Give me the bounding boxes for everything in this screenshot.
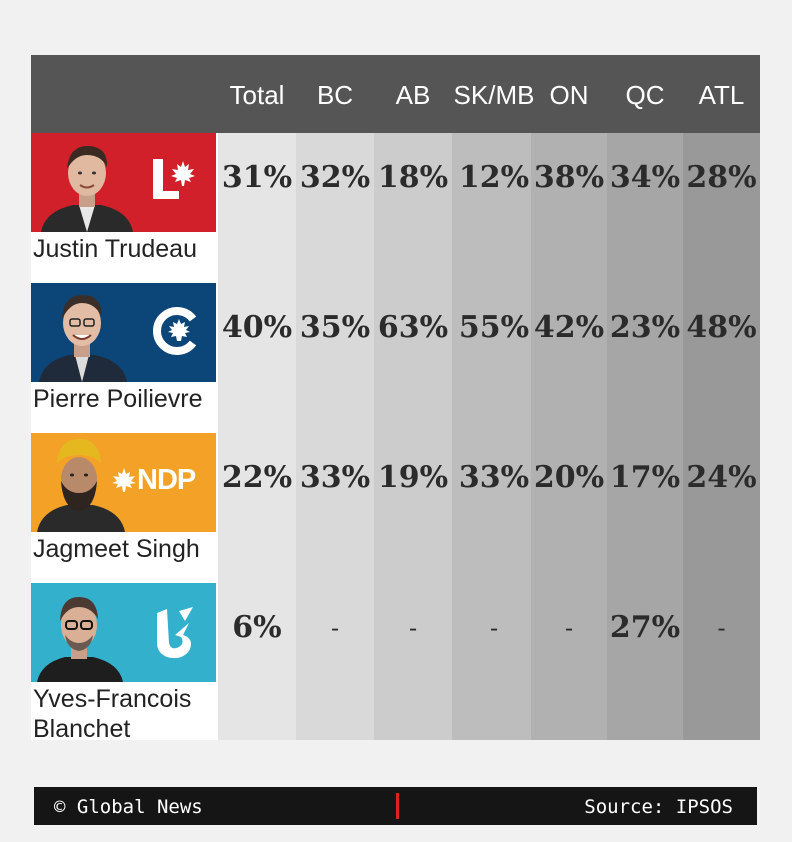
value-cell-on: 20% [533,460,605,495]
value-cell-on: 38% [533,160,605,195]
conservative-logo-icon [149,305,201,357]
value-cell-on: 42% [533,310,605,345]
candidate-name-singh: Jagmeet Singh [33,535,200,563]
value-cell-skmb: 33% [458,460,530,495]
candidate-row-singh [31,433,218,583]
value-cell-bc: - [330,614,340,642]
footer-source: Source: IPSOS [584,796,733,818]
value-cell-atl: 24% [686,460,757,495]
value-cell-skmb: - [489,614,499,642]
candidate-row-trudeau [31,133,218,283]
candidate-row-blanchet [31,583,218,743]
column-bc-bg [296,133,374,740]
value-cell-bc: 35% [299,310,371,345]
value-cell-bc: 32% [299,160,371,195]
footer-divider [396,793,399,819]
header-on: ON [549,80,589,110]
candidate-name-trudeau: Justin Trudeau [33,235,197,263]
maple-leaf-icon [111,467,137,493]
header-atl: ATL [698,80,745,110]
header-skmb: SK/MB [453,80,535,110]
candidate-name-poilievre: Pierre Poilievre [33,385,203,413]
bloc-logo-icon [149,607,199,661]
value-cell-ab: 19% [377,460,449,495]
value-cell-total: 6% [232,610,282,645]
value-cell-skmb: 12% [458,160,530,195]
value-cell-atl: 48% [686,310,757,345]
column-total-bg [218,133,296,740]
value-cell-on: - [564,614,574,642]
value-cell-qc: 17% [609,460,681,495]
value-cell-qc: 23% [609,310,681,345]
value-cell-ab: - [408,614,418,642]
value-cell-bc: 33% [299,460,371,495]
value-cell-total: 22% [221,460,293,495]
column-atl-bg [683,133,760,740]
value-cell-qc: 34% [609,160,681,195]
candidate-photo-trudeau [31,133,216,232]
header-qc: QC [625,80,665,110]
value-cell-skmb: 55% [458,310,530,345]
candidate-photo-singh [31,433,216,532]
value-cell-total: 40% [221,310,293,345]
candidate-row-poilievre [31,283,218,433]
ndp-logo-icon: NDP [137,464,196,496]
candidate-photo-blanchet [31,583,216,682]
candidate-photo-poilievre [31,283,216,382]
value-cell-total: 31% [221,160,293,195]
header-total: Total [229,80,285,110]
footer-copyright: © Global News [54,796,203,818]
column-ab-bg [374,133,452,740]
value-cell-ab: 63% [377,310,449,345]
liberal-logo-icon [149,155,199,205]
column-qc-bg [607,133,683,740]
poll-table [31,55,760,743]
column-on-bg [531,133,607,740]
value-cell-atl: 28% [686,160,757,195]
candidate-name-blanchet: Yves-Francois Blanchet [33,685,192,743]
value-cell-atl: - [717,614,726,642]
value-cell-ab: 18% [377,160,449,195]
header-bc: BC [316,80,354,110]
header-ab: AB [395,80,431,110]
value-cell-qc: 27% [609,610,681,645]
column-skmb-bg [452,133,531,740]
table-header [31,55,760,133]
footer-bar [34,787,757,825]
